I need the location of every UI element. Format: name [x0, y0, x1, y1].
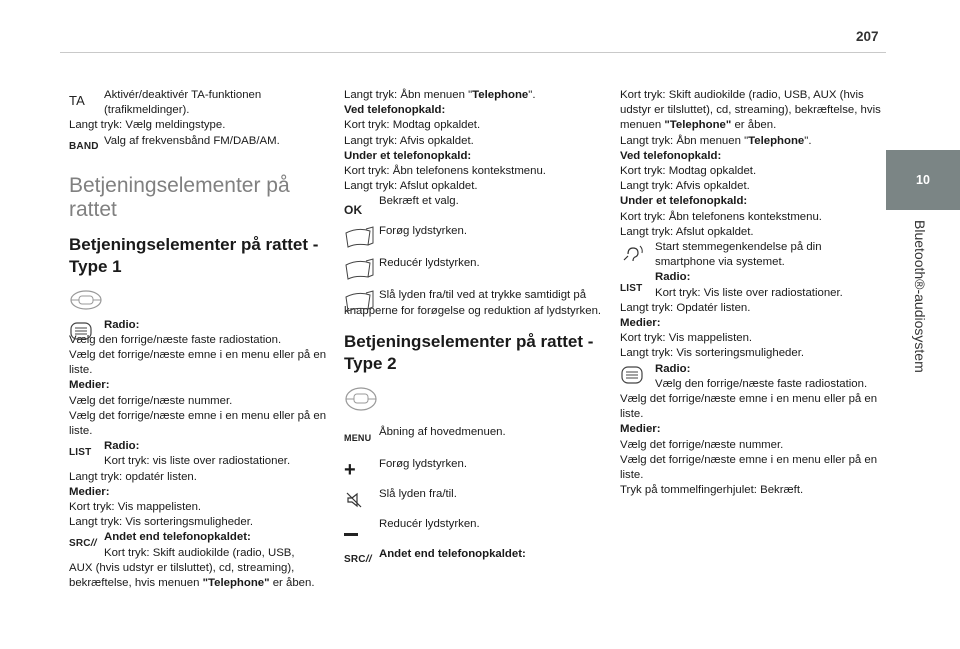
- radio-label-2: Radio:: [104, 440, 140, 453]
- media-long-3: Langt tryk: Vis sorteringsmuligheder.: [620, 347, 805, 360]
- telephone-long-press: Langt tryk: Åbn menuen "Telephone".: [344, 89, 536, 101]
- ta-text: Aktivér/deaktivér TA-funktionen (trafikmeldinger).: [104, 89, 262, 117]
- media-short-3: Kort tryk: Vis mappelisten.: [620, 332, 753, 345]
- radio-item-1: [69, 318, 331, 333]
- minus-item: [344, 517, 606, 547]
- src-item: [69, 530, 331, 560]
- ok-icon: OK: [344, 202, 363, 217]
- src-icon: SRC //: [69, 537, 97, 549]
- volume-up-text: Forøg lydstyrken.: [379, 225, 467, 238]
- list-item-3: [620, 270, 882, 300]
- radio-label: Radio:: [104, 318, 140, 331]
- phone-call-short-3: Kort tryk: Modtag opkaldet.: [620, 165, 757, 178]
- radio2-text-3: Vælg den forrige/næste faste radiostation.: [655, 377, 868, 390]
- media-text: Vælg det forrige/næste nummer.: [69, 394, 233, 407]
- during-call-short: Kort tryk: Åbn telefonens kontekstmenu.: [344, 165, 546, 178]
- ta-item: [69, 88, 331, 118]
- phone-call-short: Kort tryk: Modtag opkaldet.: [344, 119, 481, 132]
- media-list-text: Kort tryk: Vis mappelisten.: [69, 501, 202, 514]
- volume-down-button-icon: [344, 257, 376, 281]
- minus-icon: [344, 518, 376, 542]
- src2-label: Andet end telefonopkaldet:: [379, 547, 526, 560]
- media-list-long: Langt tryk: Vis sorteringsmuligheder.: [69, 516, 254, 529]
- radio-text: Vælg den forrige/næste faste radiostation.: [69, 333, 282, 346]
- column-2: [344, 88, 606, 566]
- volume-up-item: [344, 224, 606, 256]
- band-icon: BAND: [69, 141, 99, 152]
- phone-call-long-3: Langt tryk: Afvis opkaldet.: [620, 180, 750, 193]
- src-short-text: Kort tryk: Skift audiokilde (radio, USB, AUX (hvis udstyr er tilsluttet), cd, streaming), bekræftelse, hvis menuen "Telephone" er åben.: [620, 89, 881, 132]
- during-call-long-3: Langt tryk: Afslut opkaldet.: [620, 225, 754, 238]
- thumbwheel-text: Tryk på tommelfingerhjulet: Bekræft.: [620, 484, 804, 497]
- mute2-item: [344, 487, 606, 517]
- during-call-label: Under et telefonopkald:: [344, 149, 472, 162]
- media-label: Medier:: [69, 379, 110, 392]
- voice-text: Start stemmegenkendelse på din smartphone via systemet.: [655, 241, 822, 269]
- plus-item: [344, 457, 606, 487]
- phone-call-long: Langt tryk: Afvis opkaldet.: [344, 134, 474, 147]
- mute2-text: Slå lyden fra/til.: [379, 487, 457, 500]
- during-call-short-3: Kort tryk: Åbn telefonens kontekstmenu.: [620, 210, 822, 223]
- radio2-label-3: Radio:: [655, 362, 691, 375]
- radio-long-3: Langt tryk: Opdatér listen.: [620, 301, 751, 314]
- volume-down-item: [344, 256, 606, 288]
- call-end-text: AUX (hvis udstyr er tilsluttet), cd, streaming), bekræftelse, hvis menuen "Telephone" er åben.: [69, 561, 315, 590]
- ta-long-text: Langt tryk: Vælg meldingstype.: [69, 119, 226, 132]
- list-item: [69, 439, 331, 469]
- mute-text: Slå lyden fra/til ved at trykke samtidigt på knapperne for forøgelse og reduktion af lydstyrken.: [344, 289, 602, 317]
- plus-text: Forøg lydstyrken.: [379, 457, 467, 470]
- radio2-item-3: [620, 362, 882, 392]
- voice-item: [620, 240, 882, 270]
- minus-text: Reducér lydstyrken.: [379, 517, 480, 530]
- media2-text-3: Vælg det forrige/næste nummer.: [620, 438, 784, 451]
- menu-item: [344, 419, 606, 457]
- mute-buttons-icon: [344, 289, 376, 313]
- column-3: [620, 88, 882, 498]
- src2-item: [344, 547, 606, 566]
- chapter-title: Bluetooth®-audiosystem: [912, 220, 929, 373]
- steering-wheel-icon-2: [344, 385, 606, 415]
- during-call-long: Langt tryk: Afslut opkaldet.: [344, 180, 478, 193]
- ok-item: [344, 194, 606, 224]
- volume-down-text: Reducér lydstyrken.: [379, 257, 480, 270]
- mute-item: [344, 288, 606, 318]
- list-icon: LIST: [69, 446, 92, 458]
- band-item: [69, 134, 331, 158]
- call-end-label: Andet end telefonopkaldet:: [104, 531, 251, 544]
- band-text: Valg af frekvensbånd FM/DAB/AM.: [104, 134, 280, 147]
- telephone-long-press-3: Langt tryk: Åbn menuen "Telephone".: [620, 134, 812, 147]
- radio-label-3: Radio:: [655, 271, 691, 284]
- media2-text2-3: Vælg det forrige/næste emne i en menu eller på en liste.: [620, 453, 878, 482]
- ok-text: Bekræft et valg.: [379, 195, 459, 208]
- thumbwheel-icon: [69, 319, 101, 343]
- subsection-title-type2: Betjeningselementer på rattet - Type 2: [344, 331, 594, 373]
- ta-icon: TA: [69, 93, 86, 109]
- phone-call-label: Ved telefonopkald:: [344, 104, 446, 117]
- media-text-2: Vælg det forrige/næste emne i en menu eller på en liste.: [69, 409, 327, 438]
- media-label-2: Medier:: [69, 485, 110, 498]
- mute-speaker-icon: [344, 488, 376, 512]
- chapter-number: 10: [916, 173, 930, 187]
- steering-wheel-icon: [69, 288, 331, 314]
- radio-list-text: Kort tryk: vis liste over radiostationer.: [104, 455, 291, 468]
- radio2-text2-3: Vælg det forrige/næste emne i en menu eller på en liste.: [620, 393, 878, 421]
- call-end-text-head: Kort tryk: Skift audiokilde (radio, USB,: [104, 546, 295, 559]
- src-icon-2: SRC //: [344, 554, 372, 566]
- header-rule: [60, 52, 886, 53]
- page-number: 207: [856, 29, 879, 44]
- list-icon-3: LIST: [620, 282, 643, 294]
- volume-up-button-icon: [344, 225, 376, 249]
- chapter-tab: [886, 150, 960, 210]
- voice-command-icon: [620, 241, 652, 265]
- column-1: [69, 88, 331, 591]
- thumbwheel-icon-3: [620, 363, 652, 387]
- radio-short-3: Kort tryk: Vis liste over radiostationer.: [655, 286, 843, 299]
- radio-list-long: Langt tryk: opdatér listen.: [69, 470, 197, 483]
- subsection-title-type1: Betjeningselementer på rattet - Type 1: [69, 234, 319, 276]
- section-title: Betjeningselementer på rattet: [69, 173, 290, 221]
- during-call-label-3: Under et telefonopkald:: [620, 195, 748, 208]
- radio-text-2: Vælg det forrige/næste emne i en menu eller på en liste.: [69, 349, 327, 377]
- media2-label-3: Medier:: [620, 423, 661, 436]
- menu-text: Åbning af hovedmenuen.: [379, 425, 506, 438]
- phone-call-label-3: Ved telefonopkald:: [620, 149, 722, 162]
- plus-icon: +: [344, 458, 356, 481]
- menu-icon: MENU: [344, 433, 372, 444]
- media-label-3: Medier:: [620, 317, 661, 330]
